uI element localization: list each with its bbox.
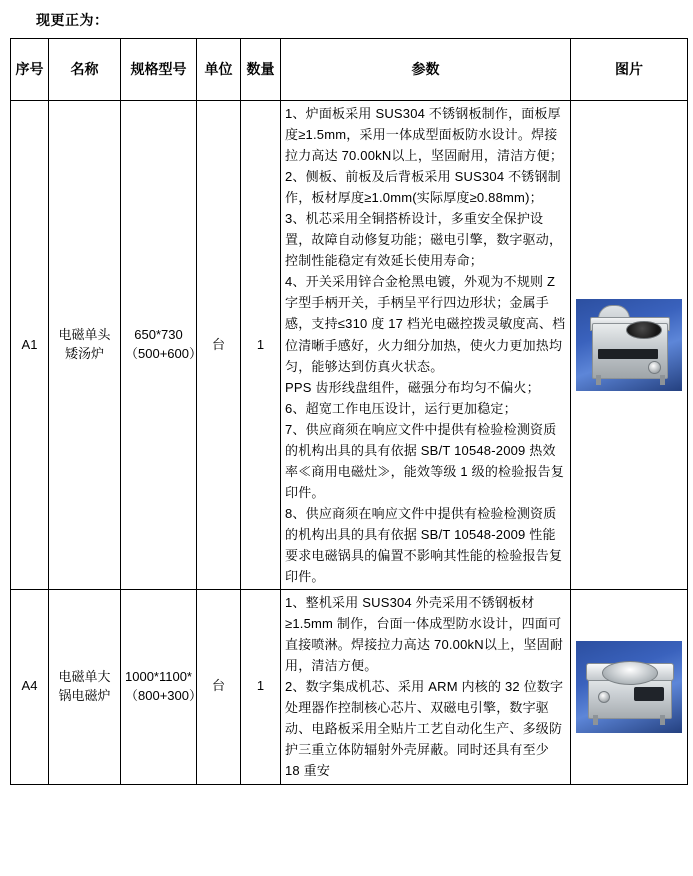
header-cell-unit: 单位 [197, 39, 241, 101]
intro-text: 现更正为： [36, 12, 109, 28]
cell-model: 650*730（500+600） [121, 101, 197, 590]
param-line: 3、机芯采用全铜搭桥设计，多重安全保护设置，故障自动修复功能；磁电引擎，数字驱动，控制性能稳定有效延长使用寿命； [285, 211, 563, 269]
table-body [11, 101, 688, 785]
header-cell-params: 参数 [281, 39, 571, 101]
stove-hob-icon [626, 321, 662, 339]
induction-soup-stove-photo [576, 299, 682, 391]
cooker-leg [660, 715, 665, 725]
cell-params [281, 590, 571, 784]
header-cell-model: 规格型号 [121, 39, 197, 101]
param-line: 2、侧板、前板及后背板采用 SUS304 不锈钢制作，板材厚度≥1.0mm(实际厚度≥0.88mm)； [285, 169, 561, 206]
cooker-wok-icon [602, 661, 658, 685]
cell-model: 1000*1100*（800+300） [121, 590, 197, 784]
cell-seq: A4 [11, 590, 49, 784]
param-line: 6、超宽工作电压设计，运行更加稳定； [285, 400, 517, 416]
cell-qty: 1 [241, 590, 281, 784]
header-cell-image: 图片 [571, 39, 688, 101]
param-line: 8、供应商须在响应文件中提供有检验检测资质的机构出具的具有依据 SB/T 10548-2009 性能要求电磁锅具的偏置不影响其性能的检验报告复印件。 [285, 505, 563, 585]
param-line: 1、整机采用 SUS304 外壳采用不锈钢板材≥1.5mm 制作，台面一体成型防水设计，四面可直接喷淋。焊接拉力高达 70.00kN以上，坚固耐用，清洁方便。 [285, 595, 564, 674]
stove-knob-icon [648, 361, 661, 374]
stove-control-panel [598, 349, 658, 359]
specification-table [10, 38, 688, 785]
param-line: 2、数字集成机芯、采用 ARM 内核的 32 位数字处理器作控制核心芯片、双磁电引擎，数字驱动、电路板采用全贴片工艺自动化生产、多级防护三重立体防辐射外壳屏蔽。同时还具有至少 18 重安 [285, 679, 564, 779]
cell-params [281, 101, 571, 590]
cell-seq: A1 [11, 101, 49, 590]
param-line: 1、炉面板采用 SUS304 不锈钢板制作，面板厚度≥1.5mm，采用一体成型面板防水设计。焊接拉力高达 70.00kN以上，坚固耐用，清洁方便； [285, 106, 564, 164]
param-line: 4、开关采用锌合金枪黑电镀，外观为不规则 Z 字型手柄开关，手柄呈平行四边形状；金属手感，支持≤310 度 17 档光电磁控拨灵敏度高、档位清晰手感好，火力细分加热，使火力更加热均匀，能够达到仿真火状态。 [285, 274, 566, 374]
cooker-knob-icon [598, 691, 610, 703]
param-line: PPS 齿形线盘组件，磁强分布均匀不偏火； [285, 379, 540, 395]
cell-image [571, 101, 688, 590]
table-row [11, 590, 688, 784]
header-cell-name: 名称 [49, 39, 121, 101]
cell-unit: 台 [197, 101, 241, 590]
cell-name: 电磁单大锅电磁炉 [49, 590, 121, 784]
table-header-row [11, 39, 688, 101]
stove-leg [596, 375, 601, 385]
cell-qty: 1 [241, 101, 281, 590]
cell-name: 电磁单头矮汤炉 [49, 101, 121, 590]
param-line: 7、供应商须在响应文件中提供有检验检测资质的机构出具的具有依据 SB/T 10548-2009 热效率≪商用电磁灶≫，能效等级 1 级的检验报告复印件。 [285, 421, 565, 500]
cell-image [571, 590, 688, 784]
cooker-leg [593, 715, 598, 725]
induction-big-wok-cooker-photo [576, 641, 682, 733]
table-row [11, 101, 688, 590]
table-header [11, 39, 688, 101]
stove-leg [660, 375, 665, 385]
header-cell-qty: 数量 [241, 39, 281, 101]
header-cell-seq: 序号 [11, 39, 49, 101]
cell-unit: 台 [197, 590, 241, 784]
cooker-control-panel [634, 687, 664, 701]
